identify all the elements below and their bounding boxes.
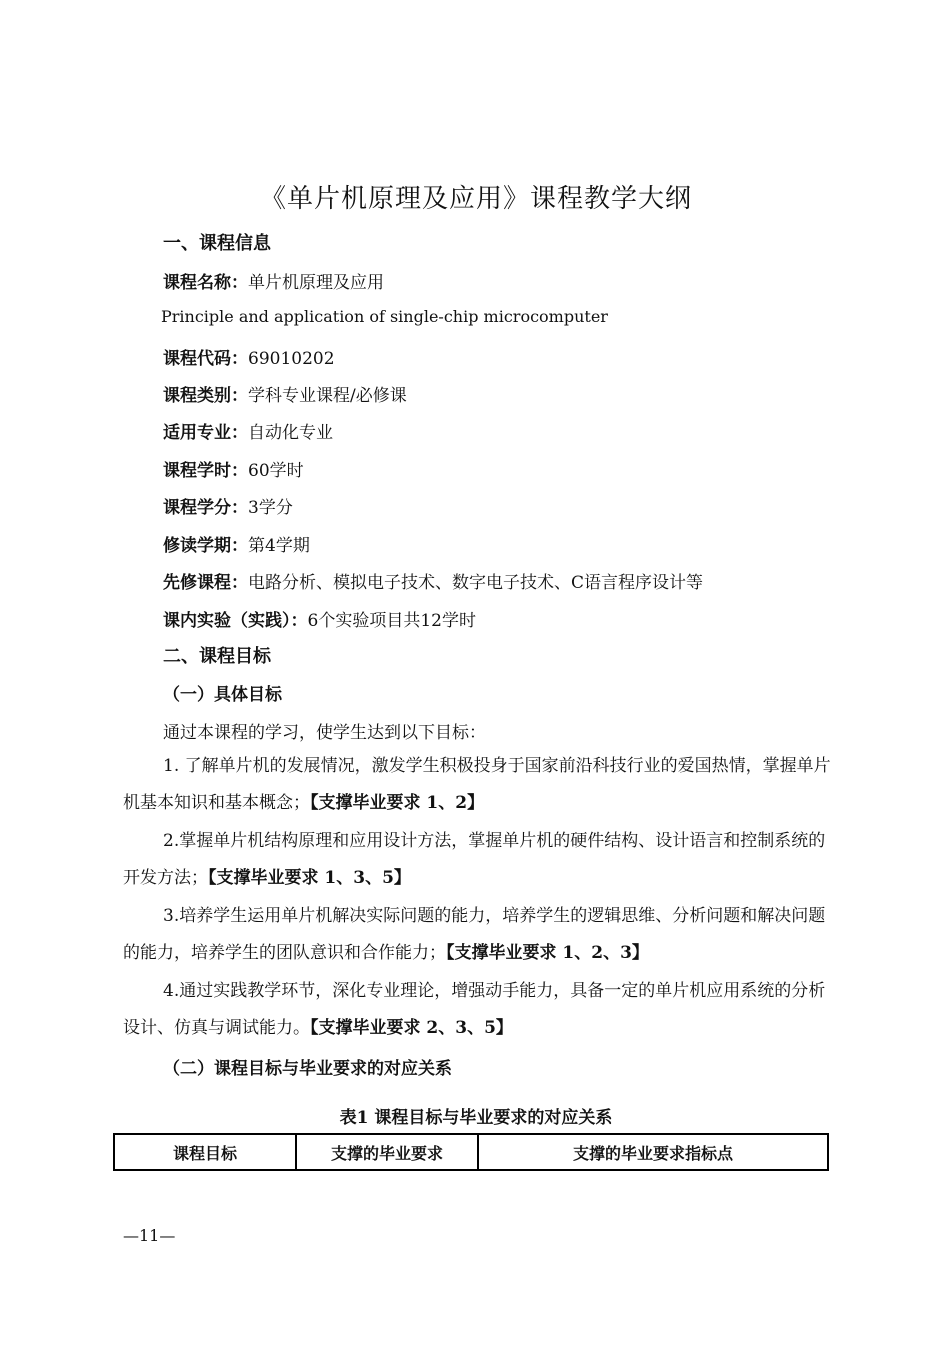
info-label: 修读学期： (163, 536, 248, 556)
info-value: 69010202 (248, 349, 335, 369)
info-row-type (163, 381, 407, 406)
document-title: 《单片机原理及应用》课程教学大纲 (259, 184, 692, 214)
info-value: 单片机原理及应用 (248, 273, 384, 293)
goal-text: 1. 了解单片机的发展情况，激发学生积极投身于国家前沿科技行业的爱国热情，掌握单片机基本知识和基本概念； (123, 756, 831, 813)
info-value: 电路分析、模拟电子技术、数字电子技术、C语言程序设计等 (248, 573, 704, 593)
goal-support: 【支撑毕业要求 1、2、3】 (446, 943, 649, 963)
info-row-prereq (163, 568, 703, 593)
section-heading-course-info: 一、课程信息 (163, 233, 271, 254)
info-row-credit (163, 493, 293, 518)
info-value: 3学分 (248, 498, 293, 518)
section-heading-course-goals: 二、课程目标 (163, 646, 271, 667)
info-label: 课程学分： (163, 498, 248, 518)
goal-paragraph-1 (123, 748, 835, 822)
info-label: 课程名称： (163, 273, 248, 293)
table-header-row (114, 1134, 828, 1170)
info-row-name (163, 268, 384, 293)
subsection-heading-mapping: （二）课程目标与毕业要求的对应关系 (163, 1059, 452, 1079)
info-value: 第4学期 (248, 536, 310, 556)
page-number: —11— (123, 1226, 176, 1245)
goal-support: 【支撑毕业要求 1、3、5】 (208, 868, 411, 888)
info-label: 课程代码： (163, 349, 248, 369)
english-course-name: Principle and application of single-chip microcomputer (161, 307, 608, 326)
table-header-cell: 课程目标 (114, 1134, 296, 1170)
info-row-term (163, 531, 310, 556)
info-value: 自动化专业 (248, 423, 333, 443)
info-row-major (163, 418, 333, 443)
info-label: 课程类别： (163, 386, 248, 406)
info-label: 课程学时： (163, 461, 248, 481)
info-label: 课内实验（实践）： (163, 611, 308, 631)
info-value: 学科专业课程/必修课 (248, 386, 407, 406)
goal-text: 3.培养学生运用单片机解决实际问题的能力，培养学生的逻辑思维、分析问题和解决问题的能力，培养学生的团队意识和合作能力； (123, 906, 826, 963)
goal-support: 【支撑毕业要求 2、3、5】 (310, 1018, 513, 1038)
info-value: 6个实验项目共12学时 (307, 611, 476, 631)
goal-text: 2.掌握单片机结构原理和应用设计方法，掌握单片机的硬件结构、设计语言和控制系统的开发方法； (123, 831, 826, 888)
goal-support: 【支撑毕业要求 1、2】 (310, 793, 485, 813)
subsection-heading-specific-goals: （一）具体目标 (163, 685, 282, 705)
info-label: 适用专业： (163, 423, 248, 443)
goal-paragraph-2 (123, 823, 835, 897)
table-header-cell: 支撑的毕业要求指标点 (478, 1134, 828, 1170)
goal-text: 4.通过实践教学环节，深化专业理论，增强动手能力，具备一定的单片机应用系统的分析设计、仿真与调试能力。 (123, 981, 826, 1038)
info-label: 先修课程： (163, 573, 248, 593)
goal-paragraph-4 (123, 973, 835, 1047)
goals-intro: 通过本课程的学习，使学生达到以下目标： (163, 723, 486, 743)
info-value: 60学时 (248, 461, 304, 481)
info-row-code (163, 344, 335, 369)
info-row-lab (163, 606, 476, 631)
info-row-hours (163, 456, 304, 481)
goals-mapping-table (113, 1133, 829, 1171)
goal-paragraph-3 (123, 898, 835, 972)
table-caption: 表1 课程目标与毕业要求的对应关系 (339, 1108, 613, 1128)
table-header-cell: 支撑的毕业要求 (296, 1134, 478, 1170)
